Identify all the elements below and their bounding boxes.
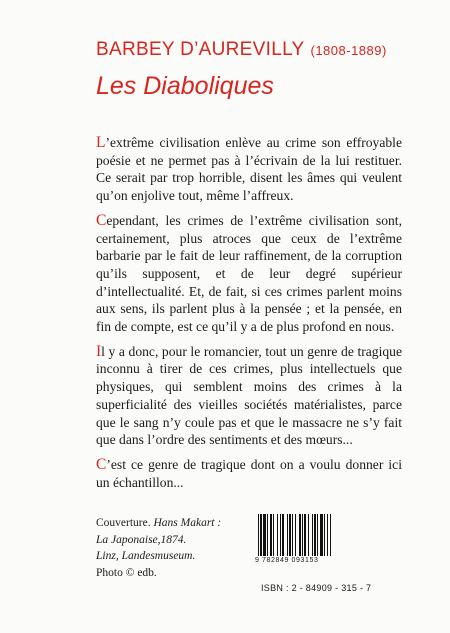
author-line bbox=[96, 39, 387, 61]
author-name: BARBEY D’AUREVILLY bbox=[96, 39, 305, 60]
credit-artist: Hans Makart : bbox=[153, 517, 222, 529]
isbn-number: ISBN : 2 - 84909 - 315 - 7 bbox=[261, 583, 372, 593]
cover-credits bbox=[96, 515, 221, 581]
paragraph-text: ’est ce genre de tragique dont on a voulu donner ici un échantillon... bbox=[96, 456, 402, 490]
barcode-digits: 9 782849 093153 bbox=[255, 557, 319, 564]
paragraph-initial: L bbox=[96, 134, 106, 151]
paragraph-text: ’extrême civilisation enlève au crime son effroyable poésie et ne permet pas à l’écrivain de la lui restituer. Ce serait par trop horrible, disent les âmes qui veulent qu’on enjolive tout, même l’affreux. bbox=[96, 135, 402, 204]
credit-line-3: Linz, Landesmuseum. bbox=[96, 550, 196, 562]
paragraph-4 bbox=[96, 456, 402, 491]
paragraph-text: ependant, les crimes de l’extrême civilisation sont, certainement, plus atroces que ceux de l’extrême barbarie par le fait de leur raffinement, de la corruption qu’ils supposent, et de leur degré supérieur d’intellectualité. Et, de fait, si ces crimes parlent moins aux sens, ils parlent plus à la pensée ; et la pensée, en fin de compte, est ce qu’il y a de plus profond en nous. bbox=[96, 212, 402, 335]
credit-line-4: Photo © edb. bbox=[96, 566, 157, 579]
paragraph-initial: C bbox=[96, 211, 107, 229]
author-dates: (1808-1889) bbox=[310, 43, 387, 58]
credit-label: Couverture. bbox=[96, 517, 151, 529]
paragraph-initial: C bbox=[96, 455, 107, 473]
credit-line-1 bbox=[96, 515, 221, 532]
paragraph-2 bbox=[96, 212, 402, 336]
paragraph-1 bbox=[96, 134, 402, 205]
blurb-text bbox=[96, 134, 402, 498]
paragraph-initial: I bbox=[96, 342, 102, 360]
credit-line-2: La Japonaise,1874. bbox=[96, 533, 187, 546]
book-title: Les Diaboliques bbox=[96, 72, 274, 100]
paragraph-text: l y a donc, pour le romancier, tout un genre de tragique inconnu à tirer de ces crimes, plus intellectuels que physiques, qui semblent moins des crimes à la superficialité des vieilles sociétés matérialistes, parce que le sang n’y coule pas et que le massacre ne s’y fait que dans l’ordre des sentiments et des mœurs... bbox=[96, 343, 402, 448]
paragraph-3 bbox=[96, 343, 402, 449]
barcode bbox=[257, 514, 375, 556]
